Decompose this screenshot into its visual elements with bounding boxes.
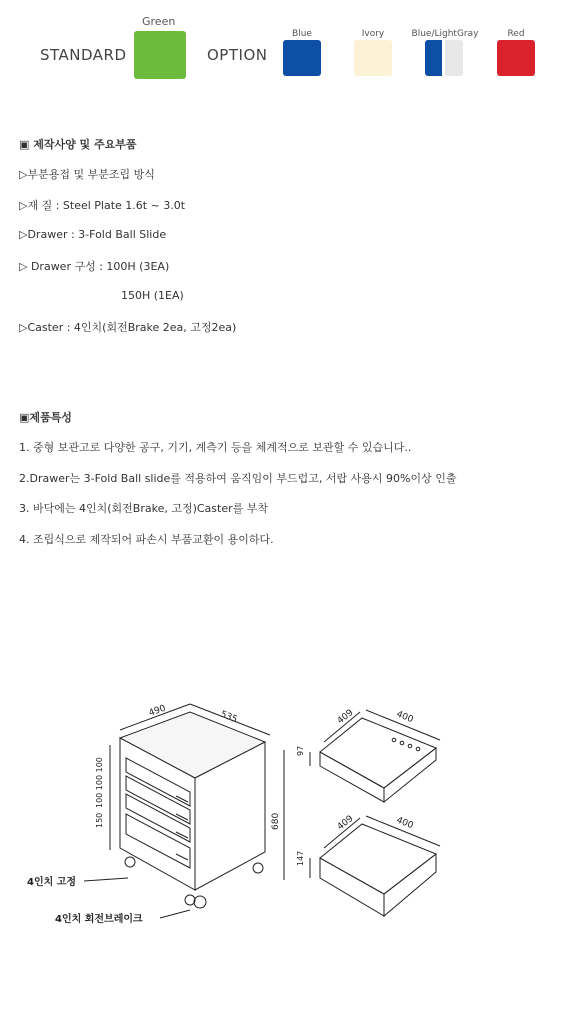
- swatch-label-blue-lightgray: Blue/LightGray: [411, 29, 479, 39]
- swatch-label-ivory: Ivory: [361, 29, 385, 39]
- tray1-depth-label: 409: [335, 707, 356, 727]
- spec-item: ▷Caster : 4인치(회전Brake 2ea, 고정2ea): [19, 321, 237, 334]
- swatch-green: [134, 31, 186, 79]
- spec-item: ▷Drawer : 3-Fold Ball Slide: [19, 228, 167, 241]
- spec-item: ▷부분용접 및 부분조립 방식: [19, 168, 155, 181]
- option-label: OPTION: [207, 46, 268, 64]
- swatch-blue: [283, 40, 321, 76]
- swatch-ivory: [354, 40, 392, 76]
- dim-depth-label: 490: [147, 703, 168, 719]
- dim-drawer-heights-label: 100 100 100: [95, 757, 104, 808]
- swatch-red: [497, 40, 535, 76]
- technical-drawing: [0, 680, 561, 1000]
- tray2-width-label: 400: [394, 815, 415, 832]
- tray2-depth-label: 409: [335, 813, 356, 833]
- spec-item: ▷ Drawer 구성 : 100H (3EA): [19, 260, 170, 273]
- swatch-label-red: Red: [507, 29, 525, 39]
- feature-item: 2.Drawer는 3-Fold Ball slide를 적용하여 움직임이 부드럽고, 서랍 사용시 90%이상 인출: [19, 472, 457, 485]
- feature-item: 4. 조립식으로 제작되어 파손시 부품교환이 용이하다.: [19, 533, 274, 546]
- features-title: ▣제품특성: [19, 411, 72, 424]
- swatch-label-green: Green: [142, 15, 176, 28]
- tray-100h-drawing: [310, 707, 440, 802]
- cabinet-drawing: [84, 704, 284, 918]
- swatch-blue-lightgray: [425, 40, 463, 76]
- dim-drawer-150-label: 150: [95, 812, 104, 828]
- spec-item: ▷재 질 : Steel Plate 1.6t ~ 3.0t: [19, 199, 186, 212]
- caster-brake-label: 4인치 회전브레이크: [55, 914, 143, 925]
- tray2-height-label: 147: [296, 850, 305, 866]
- feature-item: 3. 바닥에는 4인치(회전Brake, 고정)Caster를 부착: [19, 502, 269, 515]
- feature-item: 1. 중형 보관고로 다양한 공구, 기기, 계측기 등을 체계적으로 보관할 수 있습니다..: [19, 441, 412, 454]
- swatch-label-blue: Blue: [292, 29, 312, 39]
- dim-height-label: 680: [271, 812, 281, 830]
- standard-label: STANDARD: [40, 46, 127, 64]
- tray1-width-label: 400: [394, 709, 415, 726]
- tray-150h-drawing: [310, 813, 440, 916]
- caster-fixed-label: 4인치 고정: [27, 877, 77, 888]
- specs-title: ▣ 제작사양 및 주요부품: [19, 138, 137, 151]
- tray1-height-label: 97: [296, 745, 305, 756]
- spec-item: 150H (1EA): [121, 289, 184, 302]
- dim-width-label: 535: [218, 709, 239, 726]
